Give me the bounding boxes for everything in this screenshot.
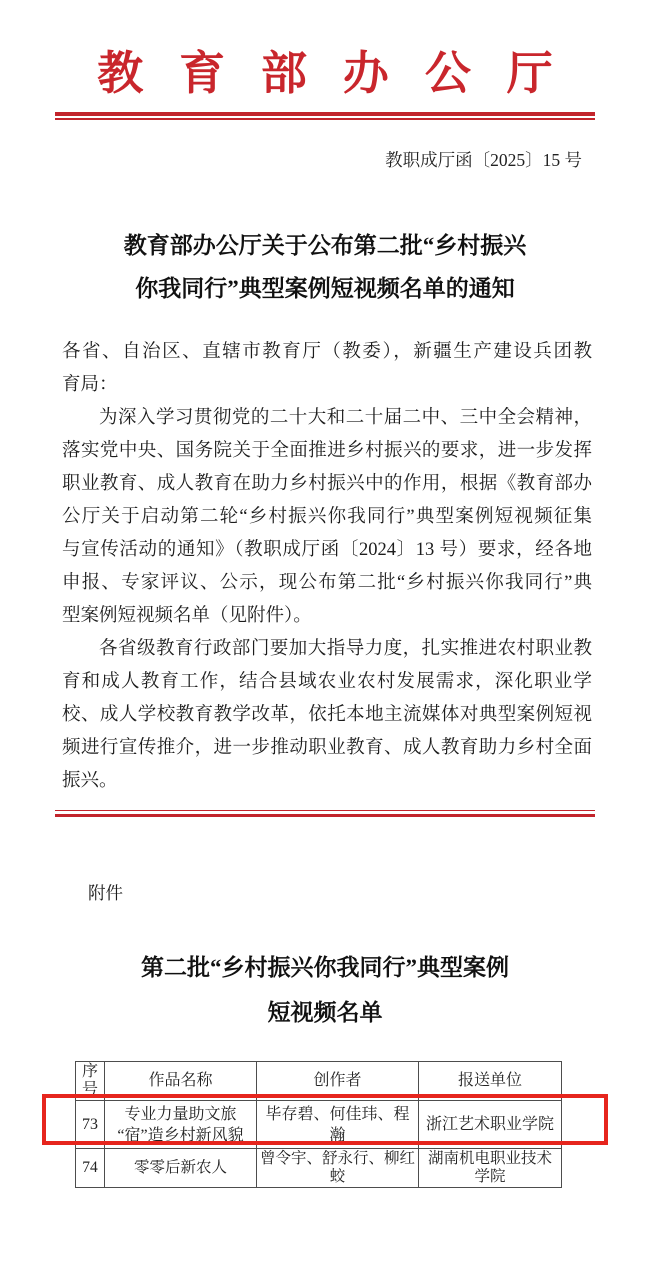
column-header-unit: 报送单位 — [419, 1062, 562, 1101]
cell-index: 74 — [76, 1149, 105, 1188]
table-row — [76, 1101, 562, 1149]
cell-unit: 浙江艺术职业学院 — [419, 1101, 562, 1149]
table-row — [76, 1149, 562, 1188]
footer-divider-rule — [55, 810, 595, 818]
column-header-creators: 创作者 — [257, 1062, 419, 1101]
column-header-index: 序号 — [76, 1062, 105, 1101]
body-line: 育局： — [62, 374, 118, 395]
body-line: 各省、自治区、直辖市教育厅（教委），新疆生产建设兵团教 — [62, 341, 592, 362]
attachment-title-line1: 第二批“乡村振兴你我同行”典型案例 — [141, 955, 509, 980]
notice-title-line1: 教育部办公厅关于公布第二批“乡村振兴 — [123, 232, 527, 258]
body-line: 落实党中央、国务院关于全面推进乡村振兴的要求，进一步发挥 — [62, 440, 592, 461]
header-rule-thin-line — [55, 118, 595, 120]
roster-table — [75, 1061, 562, 1188]
body-line: 育和成人教育工作，结合县域农业农村发展需求，深化职业学 — [62, 671, 592, 692]
notice-title — [0, 224, 650, 310]
column-header-work: 作品名称 — [105, 1062, 257, 1101]
body-line: 振兴。 — [62, 770, 118, 791]
body-line: 型案例短视频名单（见附件）。 — [62, 605, 312, 626]
document-number: 教职成厅函〔2025〕15 号 — [385, 149, 582, 170]
body-line: 校、成人学校教育教学改革，依托本地主流媒体对典型案例短视 — [62, 704, 592, 725]
body-line: 申报、专家评议、公示，现公布第二批“乡村振兴你我同行”典 — [62, 572, 592, 593]
roster-table-wrap — [75, 1061, 561, 1188]
body-line: 各省级教育行政部门要加大指导力度，扎实推进农村职业教 — [99, 638, 592, 659]
header-divider-rule — [55, 112, 595, 120]
cell-creators: 曾令宇、舒永行、柳红蛟 — [257, 1149, 419, 1188]
cell-index: 73 — [76, 1101, 105, 1149]
body-line: 为深入学习贯彻党的二十大和二十届二中、三中全会精神， — [99, 407, 592, 428]
work-title-line: 专业力量助文旅 — [124, 1105, 237, 1123]
table-header-row — [76, 1062, 562, 1101]
work-title-line: 零零后新农人 — [133, 1159, 227, 1176]
body-line: 公厅关于启动第二轮“乡村振兴你我同行”典型案例短视频征集 — [62, 506, 592, 527]
attachment-title-line2: 短视频名单 — [267, 1000, 383, 1025]
cell-work — [105, 1101, 257, 1149]
footer-rule-thick-line — [55, 814, 595, 818]
attachment-title — [0, 945, 650, 1035]
cell-creators: 毕存碧、何佳玮、程瀚 — [257, 1101, 419, 1149]
attachment-label: 附件 — [88, 883, 123, 903]
notice-title-line2: 你我同行”典型案例短视频名单的通知 — [135, 275, 515, 301]
work-title-line: “宿”造乡村新风貌 — [117, 1126, 244, 1144]
cell-unit: 湖南机电职业技术学院 — [419, 1149, 562, 1188]
notice-body — [62, 336, 592, 798]
body-line: 与宣传活动的通知》（教职成厅函〔2024〕13 号）要求，经各地 — [62, 539, 592, 560]
body-line: 频进行宣传推介，进一步推动职业教育、成人教育助力乡村全面 — [62, 737, 592, 758]
org-header-title: 教育部办公厅 — [97, 48, 589, 99]
cell-work — [105, 1149, 257, 1188]
body-line: 职业教育、成人教育在助力乡村振兴中的作用，根据《教育部办 — [62, 473, 592, 494]
